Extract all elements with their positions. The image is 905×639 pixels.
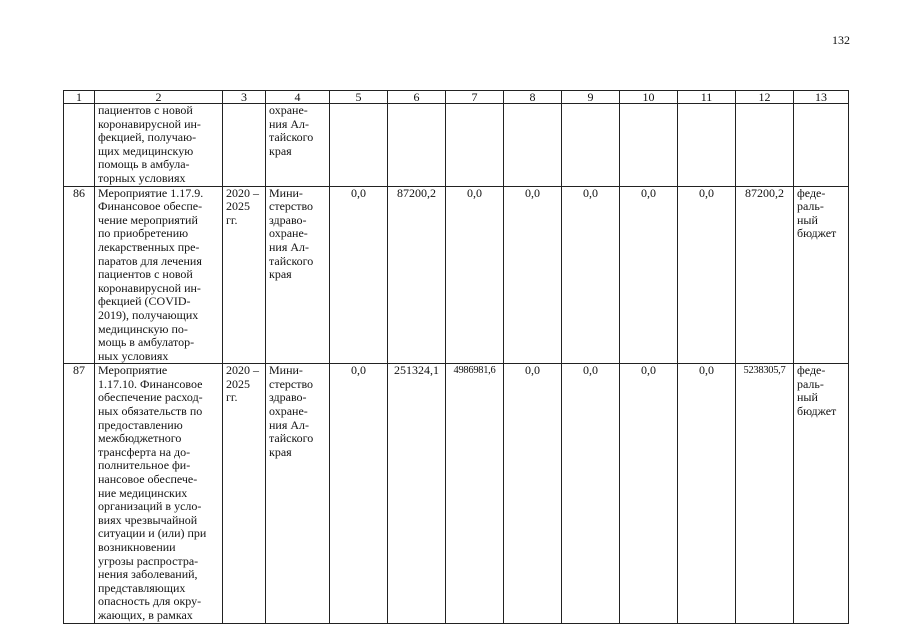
- cell-line: лекарственных пре-: [98, 239, 200, 254]
- cell-line: обеспечение расход-: [98, 390, 203, 405]
- cell-line: Мероприятие: [98, 363, 168, 378]
- cell-line: здраво-: [269, 212, 307, 227]
- cell-line: охране-: [269, 404, 308, 419]
- cell-line: виях чрезвычайной: [98, 512, 198, 527]
- header-cell: 12: [736, 91, 794, 104]
- budget-table: [63, 90, 849, 624]
- cell-line: охране-: [269, 103, 308, 117]
- amount-cell: [678, 104, 736, 187]
- cell-line: предоставлению: [98, 417, 183, 432]
- cell-line: мощь в амбулатор-: [98, 335, 195, 350]
- header-cell: 10: [620, 91, 678, 104]
- header-cell: 11: [678, 91, 736, 104]
- amount-cell: [330, 104, 388, 187]
- cell-line: нения заболеваний,: [98, 567, 198, 582]
- cell-line: ния Ал-: [269, 239, 310, 254]
- cell-line: тайского: [269, 130, 314, 145]
- cell-line: 2019), получающих: [98, 307, 199, 322]
- cell-line: жающих, в рамках: [98, 607, 193, 622]
- header-cell: 7: [446, 91, 504, 104]
- amount-cell: 5238305,7: [736, 364, 794, 623]
- executor-cell: [266, 186, 330, 364]
- amount-cell: [504, 104, 562, 187]
- cell-line: Мероприятие 1.17.9.: [98, 185, 204, 200]
- cell-line: коронавирусной ин-: [98, 116, 201, 131]
- cell-line: помощь в амбула-: [98, 157, 190, 172]
- amount-cell: 0,0: [562, 186, 620, 364]
- amount-cell: [446, 104, 504, 187]
- cell-line: 2020 –: [226, 363, 259, 378]
- cell-line: опасность для окру-: [98, 594, 202, 609]
- table-row: [64, 104, 849, 187]
- cell-line: чение мероприятий: [98, 212, 198, 227]
- cell-line: ный: [797, 390, 818, 405]
- row-number-cell: 87: [64, 364, 95, 623]
- cell-line: 1.17.10. Финансовое: [98, 376, 203, 391]
- cell-line: края: [269, 143, 292, 158]
- funding-source-cell: [794, 104, 849, 187]
- cell-line: ния Ал-: [269, 116, 310, 131]
- cell-line: ние медицинских: [98, 485, 188, 500]
- cell-line: паратов для лечения: [98, 253, 202, 268]
- cell-line: стерство: [269, 376, 314, 391]
- cell-line: возникновении: [98, 540, 176, 554]
- cell-line: пациентов с новой: [98, 103, 193, 117]
- cell-line: бюджет: [797, 404, 837, 419]
- header-cell: 13: [794, 91, 849, 104]
- cell-line: нансовое обеспече-: [98, 472, 198, 487]
- amount-cell: 0,0: [504, 364, 562, 623]
- cell-line: трансферта на до-: [98, 444, 191, 459]
- amount-cell: 0,0: [504, 186, 562, 364]
- cell-line: гг.: [226, 212, 238, 227]
- cell-line: тайского: [269, 253, 314, 268]
- description-cell: [95, 186, 223, 364]
- cell-line: 2020 –: [226, 185, 259, 200]
- cell-line: ных обязательств по: [98, 404, 203, 419]
- header-cell: 2: [95, 91, 223, 104]
- cell-line: здраво-: [269, 390, 307, 405]
- amount-cell: 4986981,6: [446, 364, 504, 623]
- header-cell: 9: [562, 91, 620, 104]
- cell-line: полнительное фи-: [98, 458, 191, 473]
- cell-line: тайского: [269, 431, 314, 446]
- row-number-cell: [64, 104, 95, 187]
- cell-line: края: [269, 267, 292, 282]
- cell-line: фекцией, получаю-: [98, 130, 197, 145]
- header-cell: 4: [266, 91, 330, 104]
- table-row: [64, 364, 849, 623]
- cell-line: феде-: [797, 363, 826, 378]
- cell-line: по приобретению: [98, 226, 189, 241]
- cell-line: 2025: [226, 199, 250, 214]
- amount-cell: 0,0: [620, 186, 678, 364]
- amount-cell: 0,0: [678, 364, 736, 623]
- executor-cell: [266, 364, 330, 623]
- cell-line: гг.: [226, 390, 238, 405]
- table-row: [64, 186, 849, 364]
- cell-line: Финансовое обеспе-: [98, 199, 203, 214]
- amount-cell: 87200,2: [388, 186, 446, 364]
- funding-source-cell: [794, 364, 849, 623]
- cell-line: ситуации и (или) при: [98, 526, 207, 541]
- header-cell: 6: [388, 91, 446, 104]
- cell-line: пациентов с новой: [98, 267, 193, 282]
- description-cell: [95, 364, 223, 623]
- period-cell: [223, 364, 266, 623]
- amount-cell: 251324,1: [388, 364, 446, 623]
- cell-line: 2025: [226, 376, 250, 391]
- cell-line: Мини-: [269, 363, 303, 378]
- period-cell: [223, 104, 266, 187]
- period-cell: [223, 186, 266, 364]
- executor-cell: [266, 104, 330, 187]
- amount-cell: [388, 104, 446, 187]
- cell-line: ния Ал-: [269, 417, 310, 432]
- amount-cell: 0,0: [678, 186, 736, 364]
- page-number: 132: [832, 33, 850, 47]
- header-cell: 3: [223, 91, 266, 104]
- header-cell: 1: [64, 91, 95, 104]
- cell-line: медицинскую по-: [98, 321, 188, 336]
- cell-line: стерство: [269, 199, 314, 214]
- header-cell: 8: [504, 91, 562, 104]
- amount-cell: 0,0: [446, 186, 504, 364]
- amount-cell: [562, 104, 620, 187]
- amount-cell: 0,0: [330, 186, 388, 364]
- header-row: [64, 91, 849, 104]
- cell-line: торных условиях: [98, 170, 186, 185]
- cell-line: раль-: [797, 199, 824, 214]
- cell-line: бюджет: [797, 226, 837, 241]
- cell-line: края: [269, 444, 292, 459]
- amount-cell: [736, 104, 794, 187]
- row-number-cell: 86: [64, 186, 95, 364]
- cell-line: щих медицинскую: [98, 143, 194, 158]
- amount-cell: 0,0: [330, 364, 388, 623]
- amount-cell: [620, 104, 678, 187]
- cell-line: коронавирусной ин-: [98, 280, 201, 295]
- cell-line: Мини-: [269, 185, 303, 200]
- funding-source-cell: [794, 186, 849, 364]
- header-cell: 5: [330, 91, 388, 104]
- cell-line: угрозы распростра-: [98, 553, 199, 568]
- cell-line: раль-: [797, 376, 824, 391]
- cell-line: фекцией (COVID-: [98, 294, 191, 309]
- amount-cell: 0,0: [620, 364, 678, 623]
- description-cell: [95, 104, 223, 187]
- cell-line: представляющих: [98, 580, 186, 595]
- cell-line: организаций в усло-: [98, 499, 202, 514]
- cell-line: ный: [797, 212, 818, 227]
- amount-cell: 87200,2: [736, 186, 794, 364]
- cell-line: ных условиях: [98, 348, 169, 363]
- amount-cell: 0,0: [562, 364, 620, 623]
- cell-line: феде-: [797, 185, 826, 200]
- cell-line: межбюджетного: [98, 431, 182, 446]
- cell-line: охране-: [269, 226, 308, 241]
